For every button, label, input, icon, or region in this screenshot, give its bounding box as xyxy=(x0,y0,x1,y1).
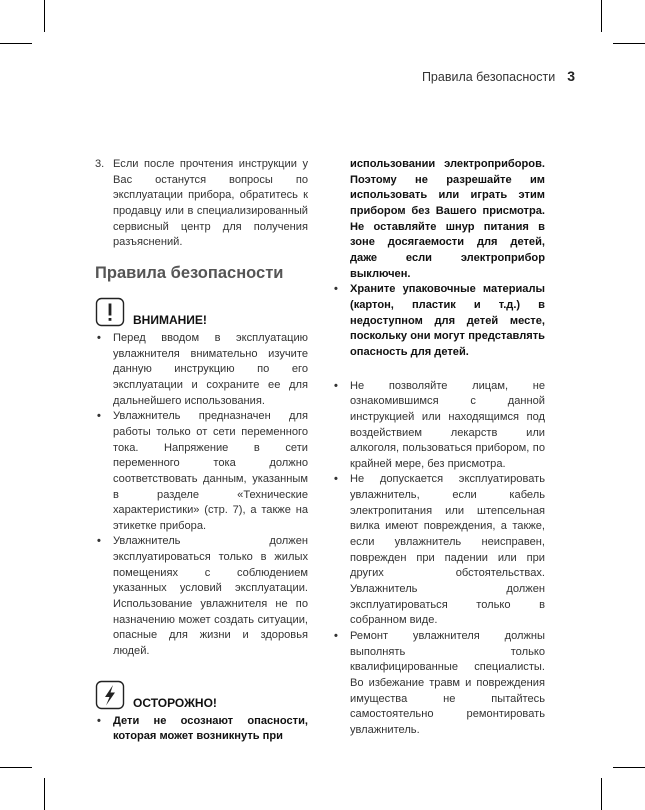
lightning-box-icon xyxy=(95,680,125,710)
exclamation-box-icon xyxy=(95,297,125,327)
bullet: • xyxy=(97,714,101,727)
attention-notice xyxy=(95,297,308,327)
page-number: 3 xyxy=(567,68,575,84)
list-item xyxy=(95,534,308,659)
list-item xyxy=(332,629,545,739)
right-column xyxy=(332,157,545,739)
crop-mark xyxy=(0,43,32,44)
crop-mark xyxy=(613,43,645,44)
section-heading: Правила безопасности xyxy=(95,263,284,282)
list-item xyxy=(95,714,308,745)
list-item-text: Не позволяйте лицам, не ознакомившимся с данной инструкцией или находящимся под воздействием лекарств или алкоголя, пользоваться прибором, по крайней мере, без присмотра. xyxy=(350,379,545,470)
bullet: • xyxy=(334,473,338,486)
bullet: • xyxy=(334,630,338,643)
list-item xyxy=(95,331,308,409)
crop-mark xyxy=(601,778,602,810)
bullet: • xyxy=(334,283,338,296)
list-item-text: Увлажнитель предназначен для работы только от сети переменного тока. Напряжение в сети переменного тока должно соответствовать данным, указанным в разделе «Технические характеристики» (стр. 7), а также на этикетке прибора. xyxy=(113,410,308,532)
crop-mark xyxy=(44,0,45,32)
attention-label: ВНИМАНИЕ! xyxy=(133,312,207,327)
running-head xyxy=(422,68,575,84)
caution-label: ОСТОРОЖНО! xyxy=(133,695,217,710)
crop-mark xyxy=(613,767,645,768)
list-item xyxy=(332,379,545,473)
list-item-text: использовании электроприборов. Поэтому не разрешайте им использовать или играть этим прибором без Вашего присмотра. Не оставляйте шнур питания в зоне досягаемости для детей, даже если электроприбор выключен. xyxy=(350,158,545,280)
list-item xyxy=(332,282,545,360)
list-item xyxy=(95,409,308,534)
bullet: • xyxy=(97,535,101,548)
item-text: Если после прочтения инструкции у Вас останутся вопросы по эксплуатации прибора, обратитесь к продавцу или в специализированный сервисный центр для получения разъяснений. xyxy=(113,158,308,249)
bullet: • xyxy=(334,379,338,392)
bullet: • xyxy=(97,410,101,423)
list-item-continued xyxy=(332,157,545,282)
bullet: • xyxy=(97,331,101,344)
list-item-text: Дети не осознают опасности, которая может возникнуть при xyxy=(113,714,308,743)
crop-mark xyxy=(44,778,45,810)
list-item-text: Не допускается эксплуатировать увлажнитель, если кабель электропитания или штепсельная вилка имеют повреждения, а также, если увлажнитель неисправен, поврежден при падении или при других обстоятельствах. Увлажнитель должен эксплуатироваться только в собранном виде. xyxy=(350,473,545,627)
list-item-text: Увлажнитель должен эксплуатироваться только в жилых помещениях с соблюдением указанных условий эксплуатации. Использование увлажнителя не по назначению может создать ситуации, опасные для жизни и здоровья людей. xyxy=(113,535,308,658)
caution-notice xyxy=(95,680,308,710)
item-number: 3. xyxy=(95,158,105,170)
list-item-text: Храните упаковочные материалы (картон, пластик и т.д.) в недоступном для детей месте, поскольку они могут представлять опасность для детей. xyxy=(350,283,545,358)
header-section-title: Правила безопасности xyxy=(421,70,556,84)
crop-mark xyxy=(601,0,602,32)
list-item-text: Ремонт увлажнителя должны выполнять только квалифицированные специалисты. Во избежание травм и повреждения имущества не пытайтесь самостоятельно ремонтировать увлажнитель. xyxy=(350,630,545,736)
list-item-text: Перед вводом в эксплуатацию увлажнителя внимательно изучите данную инструкцию по его эксплуатации и сохраните ее для дальнейшего использования. xyxy=(113,331,308,407)
left-column xyxy=(95,157,308,745)
crop-mark xyxy=(0,767,32,768)
numbered-item xyxy=(95,157,308,251)
list-item xyxy=(332,472,545,629)
spacer xyxy=(332,361,545,379)
